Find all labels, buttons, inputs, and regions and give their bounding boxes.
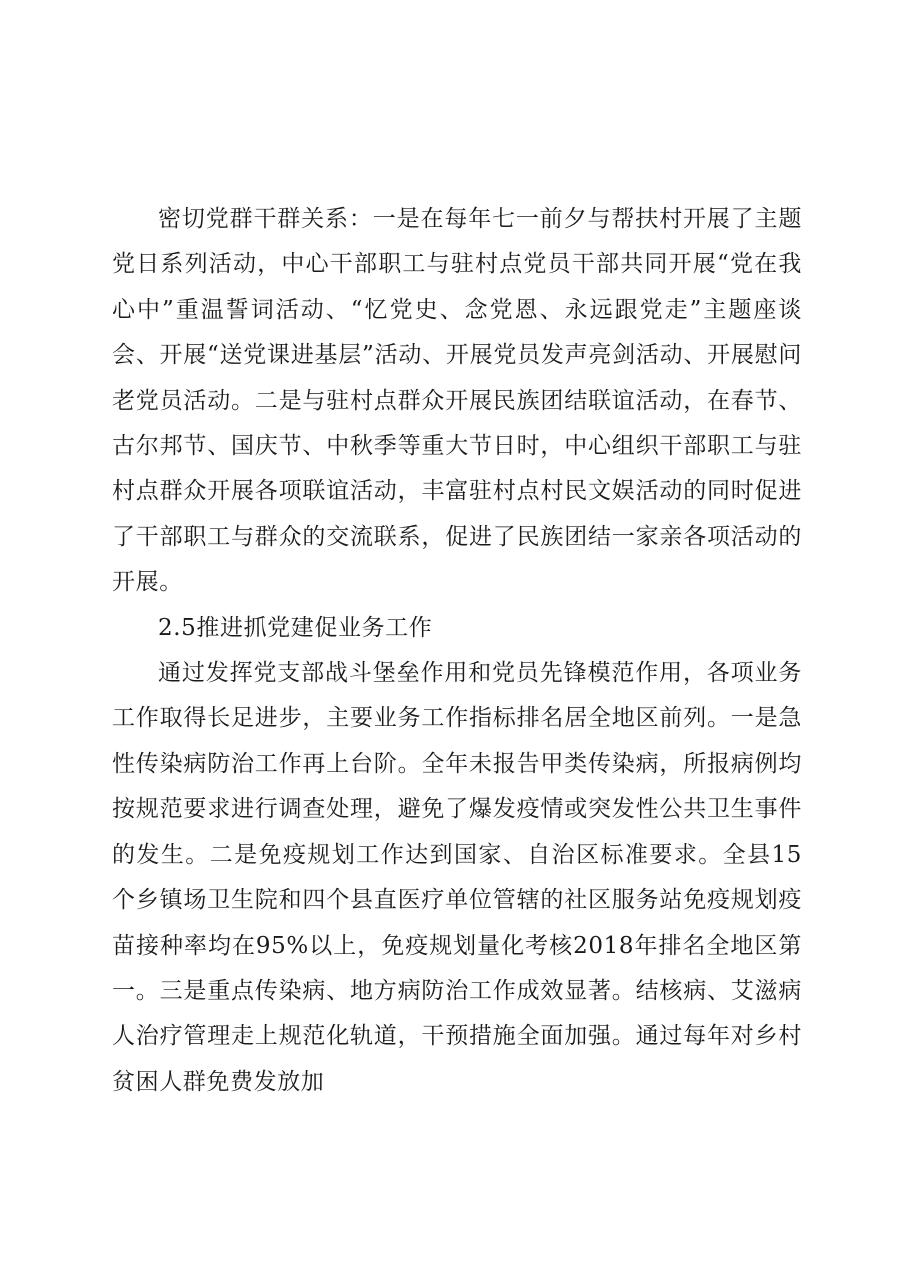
paragraph-business-work: 通过发挥党支部战斗堡垒作用和党员先锋模范作用，各项业务工作取得长足进步，主要业务工作指标排名居全地区前列。一是急性传染病防治工作再上台阶。全年未报告甲类传染病，所报病例均按规范要求进行调查处理，避免了爆发疫情或突发性公共卫生事件的发生。二是免疫规划工作达到国家、自治区标准要求。全县15个乡镇场卫生院和四个县直医疗单位管辖的社区服务站免疫规划疫苗接种率均在95%以上，免疫规划量化考核2018年排名全地区第一。三是重点传染病、地方病防治工作成效显著。结核病、艾滋病人治疗管理走上规范化轨道，干预措施全面加强。通过每年对乡村贫困人群免费发放加 (112, 660, 802, 1095)
paragraph-party-mass-relations: 密切党群干群关系：一是在每年七一前夕与帮扶村开展了主题党日系列活动，中心干部职工与驻村点党员干部共同开展“党在我心中”重温誓词活动、“忆党史、念党恩、永远跟党走”主题座谈会、开展“送党课进基层”活动、开展党员发声亮剑活动、开展慰问老党员活动。二是与驻村点群众开展民族团结联谊活动，在春节、古尔邦节、国庆节、中秋季等重大节日时，中心组织干部职工与驻村点群众开展各项联谊活动，丰富驻村点村民文娱活动的同时促进了干部职工与群众的交流联系，促进了民族团结一家亲各项活动的开展。 (112, 206, 802, 596)
document-body (112, 197, 802, 1105)
section-heading-2-5: 2.5推进抓党建促业务工作 (158, 614, 433, 641)
